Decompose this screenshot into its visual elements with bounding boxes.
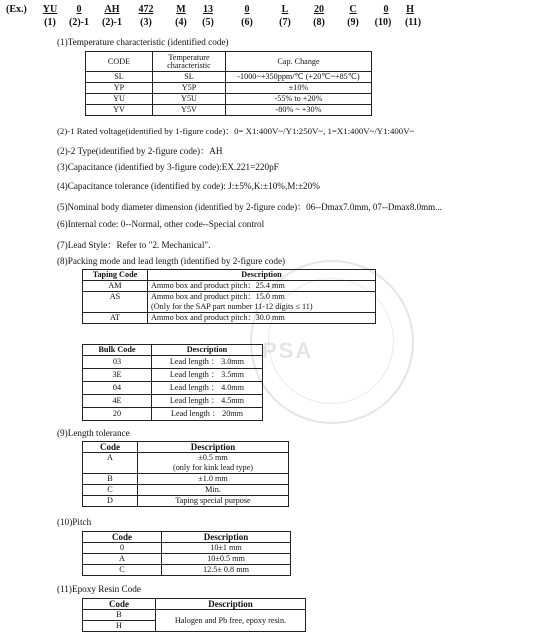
sec8-title: (8)Packing mode and lead length (identified by 2-figure code) xyxy=(57,256,286,266)
taping-desc-line: Ammo box and product pitch：15.0 mm xyxy=(151,292,285,301)
index-3: (3) xyxy=(140,17,152,28)
index-5: (5) xyxy=(202,17,214,28)
sec2-1-text: (2)-1 Rated voltage(identified by 1-figure code)：0= X1:400V~/Y1:250V~, 1=X1:400V~/Y1:400V~ xyxy=(57,126,415,136)
table-row xyxy=(83,453,289,474)
table-row xyxy=(83,292,376,313)
code-2-1: 0 xyxy=(76,4,82,15)
table-row xyxy=(83,281,376,292)
cell: Ammo box and product pitch：25.4 mm xyxy=(148,281,376,292)
index-4: (4) xyxy=(175,17,187,28)
taping-desc-note: (Only for the SAP part number 11-12 digits ≤ 11) xyxy=(151,302,313,311)
index-9: (9) xyxy=(347,17,359,28)
cell: D xyxy=(83,496,138,507)
code-11: H xyxy=(406,4,414,15)
cell: 3E xyxy=(83,369,152,382)
table-row xyxy=(83,382,263,395)
cell: A xyxy=(83,453,138,474)
table-row xyxy=(83,369,263,382)
cell: Min. xyxy=(138,485,289,496)
table-row xyxy=(86,105,372,116)
cell: SL xyxy=(153,72,226,83)
pitch-col-desc: Description xyxy=(162,532,291,543)
cell: Y5U xyxy=(153,94,226,105)
cell: 04 xyxy=(83,382,152,395)
cell: YV xyxy=(86,105,153,116)
code-3: 472 xyxy=(138,4,154,15)
temp-col-char: Temperature characteristic xyxy=(153,52,226,72)
cell: 10±1 mm xyxy=(162,543,291,554)
code-2-1b: AH xyxy=(104,4,120,15)
code-9: C xyxy=(349,4,357,15)
table-row xyxy=(86,94,372,105)
pitch-table xyxy=(82,531,291,576)
watermark-text: PSA xyxy=(262,338,314,363)
temp-col-code: CODE xyxy=(86,52,153,72)
taping-col-desc: Description xyxy=(148,270,376,281)
index-8: (8) xyxy=(313,17,325,28)
cell: YP xyxy=(86,83,153,94)
cell: AS xyxy=(83,292,148,313)
example-code-row xyxy=(6,4,546,32)
index-2-1b: (2)-1 xyxy=(102,17,122,28)
example-label: (Ex.) xyxy=(6,4,27,15)
table-row xyxy=(83,408,263,421)
table-row xyxy=(86,83,372,94)
index-1: (1) xyxy=(44,17,56,28)
sec3-text: (3)Capacitance (identified by 3-figure code):EX.221=220pF xyxy=(57,162,279,172)
table-row xyxy=(83,496,289,507)
tol-col-code: Code xyxy=(83,442,138,453)
table-row xyxy=(83,610,306,621)
code-4: M xyxy=(176,4,186,15)
cell: AT xyxy=(83,313,148,324)
epoxy-col-desc: Description xyxy=(156,599,306,610)
cell: 0 xyxy=(83,543,162,554)
sec1-title: (1)Temperature characteristic (identified code) xyxy=(57,37,229,47)
sec4-text: (4)Capacitance tolerance (identified by code): J:±5%,K:±10%,M:±20% xyxy=(57,181,320,191)
cell: -1000~+350ppm/℃ (+20℃~+85℃) xyxy=(226,72,372,83)
index-11: (11) xyxy=(404,17,422,28)
table-row xyxy=(83,474,289,485)
cell xyxy=(148,292,376,313)
table-row xyxy=(83,395,263,408)
index-10: (10) xyxy=(374,17,392,28)
table-row xyxy=(83,356,263,369)
cell: Y5V xyxy=(153,105,226,116)
cell: -80% ~ +30% xyxy=(226,105,372,116)
cell: Halogen and Pb free, epoxy resin. xyxy=(156,610,306,632)
sec11-title: (11)Epoxy Resin Code xyxy=(57,584,141,594)
cell: YU xyxy=(86,94,153,105)
index-6: (6) xyxy=(241,17,253,28)
table-row xyxy=(86,72,372,83)
length-tolerance-table xyxy=(82,441,289,507)
cell: Ammo box and product pitch：30.0 mm xyxy=(148,313,376,324)
index-2-1: (2)-1 xyxy=(69,17,89,28)
bulk-col-desc: Description xyxy=(152,345,263,356)
sec6-text: (6)Internal code: 0--Normal, other code--Special control xyxy=(57,219,265,229)
cell: ±10% xyxy=(226,83,372,94)
epoxy-table xyxy=(82,598,306,632)
cell: ±1.0 mm xyxy=(138,474,289,485)
table-row xyxy=(83,543,291,554)
cell: 12.5± 0.8 mm xyxy=(162,565,291,576)
cell xyxy=(138,453,289,474)
cell: 4E xyxy=(83,395,152,408)
cell: Y5P xyxy=(153,83,226,94)
cell: B xyxy=(83,610,156,621)
cell: B xyxy=(83,474,138,485)
temp-char-table xyxy=(85,51,372,116)
cell: 03 xyxy=(83,356,152,369)
cell: -55% to +20% xyxy=(226,94,372,105)
sec2-2-text: (2)-2 Type(identified by 2-figure code)：AH xyxy=(57,146,223,156)
taping-table xyxy=(82,269,376,324)
cell: AM xyxy=(83,281,148,292)
code-1: YU xyxy=(42,4,58,15)
code-8: 20 xyxy=(314,4,324,15)
code-10: 0 xyxy=(383,4,389,15)
cell: A xyxy=(83,554,162,565)
cell: C xyxy=(83,485,138,496)
tol-desc-note: (only for kink lead type) xyxy=(172,463,254,472)
sec10-title: (10)Pitch xyxy=(57,517,92,527)
sec7-text: (7)Lead Style：Refer to "2. Mechanical". xyxy=(57,240,211,250)
sec9-title: (9)Length tolerance xyxy=(57,428,130,438)
cell: 10±0.5 mm xyxy=(162,554,291,565)
cell: Lead length ： 4.0mm xyxy=(152,382,263,395)
table-row xyxy=(83,565,291,576)
table-row xyxy=(83,485,289,496)
index-7: (7) xyxy=(279,17,291,28)
tol-desc-line: ±0.5 mm xyxy=(198,453,228,462)
pitch-col-code: Code xyxy=(83,532,162,543)
cell: Lead length ： 3.0mm xyxy=(152,356,263,369)
cell: H xyxy=(83,621,156,632)
code-6: 0 xyxy=(244,4,250,15)
epoxy-col-code: Code xyxy=(83,599,156,610)
taping-col-code: Taping Code xyxy=(83,270,148,281)
cell: Lead length ： 3.5mm xyxy=(152,369,263,382)
bulk-table xyxy=(82,344,263,421)
cell: SL xyxy=(86,72,153,83)
tol-col-desc: Description xyxy=(138,442,289,453)
cell: Taping special purpose xyxy=(138,496,289,507)
code-5: 13 xyxy=(203,4,213,15)
temp-col-change: Cap. Change xyxy=(226,52,372,72)
cell: C xyxy=(83,565,162,576)
table-row xyxy=(83,313,376,324)
bulk-col-code: Bulk Code xyxy=(83,345,152,356)
sec5-text: (5)Nominal body diameter dimension (identified by 2-figure code)：06--Dmax7.0mm, 07--Dmax8.0mm... xyxy=(57,202,442,212)
cell: 20 xyxy=(83,408,152,421)
code-7: L xyxy=(281,4,289,15)
cell: Lead length ： 20mm xyxy=(152,408,263,421)
table-row xyxy=(83,554,291,565)
cell: Lead length ： 4.5mm xyxy=(152,395,263,408)
